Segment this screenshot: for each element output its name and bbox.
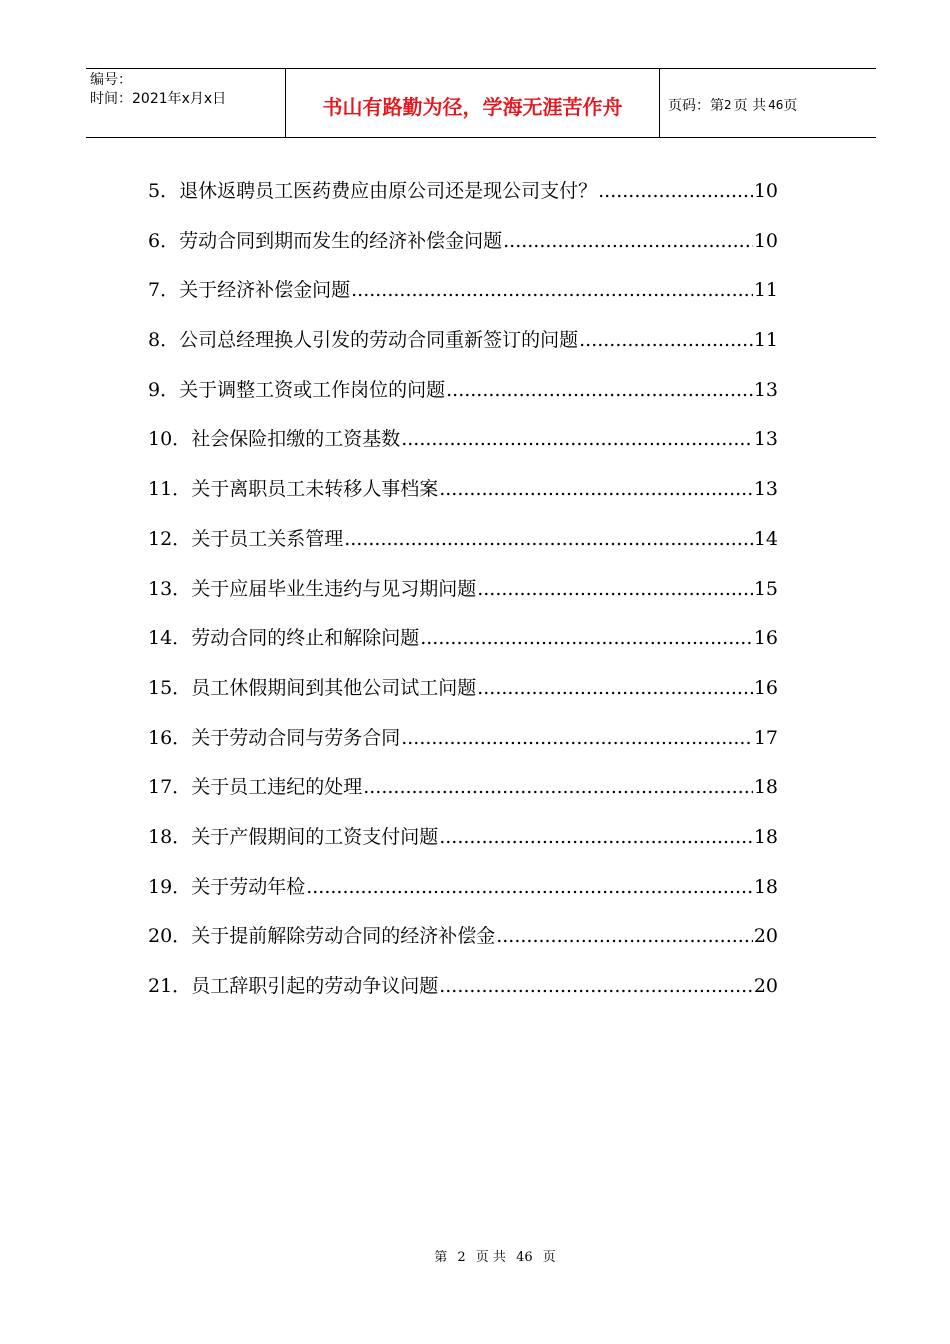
- toc-leader-dots: [401, 428, 753, 450]
- toc-entry-page: 17: [753, 726, 778, 749]
- toc-leader-dots: [446, 379, 753, 401]
- toc-entry-page: 13: [753, 378, 778, 401]
- toc-entry-number: 9．: [148, 378, 180, 401]
- toc-entry[interactable]: [148, 872, 778, 922]
- toc-entry[interactable]: [148, 673, 778, 723]
- toc-entry-number: 11．: [148, 478, 192, 501]
- toc-entry-title: 关于员工违纪的处理: [191, 776, 363, 799]
- header-page-suffix: 页: [783, 98, 798, 114]
- toc-leader-dots: [477, 578, 753, 600]
- header-page-prefix: 页码：第: [668, 98, 724, 114]
- toc-entry-title: 劳动合同到期而发生的经济补偿金问题: [179, 229, 503, 252]
- toc-entry[interactable]: [148, 772, 778, 822]
- header-page-info: [660, 69, 876, 137]
- table-of-contents: [148, 176, 778, 1021]
- toc-leader-dots: [439, 826, 753, 848]
- page-header: [86, 68, 876, 138]
- toc-entry-page: 16: [753, 627, 778, 650]
- header-number-label: 编号：: [90, 72, 132, 88]
- toc-entry-title: 关于经济补偿金问题: [179, 279, 351, 302]
- footer-mid: 页 共: [475, 1250, 506, 1265]
- toc-entry[interactable]: [148, 275, 778, 325]
- toc-entry-page: 11: [753, 279, 778, 302]
- footer-current-page: 2: [457, 1250, 466, 1265]
- toc-leader-dots: [420, 627, 753, 649]
- toc-entry-title: 关于员工关系管理: [191, 527, 344, 550]
- toc-entry-page: 15: [753, 577, 778, 600]
- toc-entry-number: 8．: [148, 329, 180, 352]
- toc-entry-page: 20: [753, 975, 778, 997]
- toc-entry[interactable]: [148, 226, 778, 276]
- toc-entry[interactable]: [148, 424, 778, 474]
- toc-entry-number: 17．: [148, 776, 192, 799]
- toc-entry-page: 18: [753, 776, 778, 799]
- toc-entry-number: 6．: [148, 229, 180, 252]
- toc-leader-dots: [503, 230, 753, 252]
- toc-leader-dots: [598, 180, 753, 202]
- header-page-total: 46: [768, 98, 784, 112]
- footer-total-pages: 46: [516, 1250, 533, 1265]
- toc-entry-title: 关于调整工资或工作岗位的问题: [179, 378, 446, 401]
- toc-entry-title: 社会保险扣缴的工资基数: [191, 428, 401, 451]
- toc-entry[interactable]: [148, 971, 778, 1021]
- toc-leader-dots: [496, 925, 753, 947]
- toc-entry-number: 10．: [148, 428, 192, 451]
- toc-entry-title: 员工休假期间到其他公司试工问题: [191, 676, 477, 699]
- toc-entry-page: 16: [753, 676, 778, 699]
- toc-entry-title: 员工辞职引起的劳动争议问题: [191, 975, 439, 997]
- header-time-label: 时间：2021年x月x日: [90, 91, 227, 107]
- toc-entry-number: 7．: [148, 279, 180, 302]
- toc-leader-dots: [439, 975, 753, 997]
- toc-entry-page: 13: [753, 478, 778, 501]
- toc-leader-dots: [306, 876, 753, 898]
- toc-entry-number: 21．: [148, 975, 192, 997]
- toc-entry-title: 关于劳动合同与劳务合同: [191, 726, 401, 749]
- toc-entry[interactable]: [148, 524, 778, 574]
- toc-leader-dots: [579, 329, 753, 351]
- toc-leader-dots: [351, 279, 753, 301]
- footer-prefix: 第: [434, 1250, 448, 1265]
- toc-leader-dots: [439, 478, 753, 500]
- toc-entry-number: 12．: [148, 527, 192, 550]
- toc-entry[interactable]: [148, 623, 778, 673]
- toc-entry-page: 20: [753, 925, 778, 948]
- header-page-current: 2: [724, 98, 732, 112]
- toc-entry-page: 10: [753, 180, 778, 202]
- toc-entry-number: 5．: [148, 180, 180, 202]
- toc-entry-title: 关于劳动年检: [191, 875, 306, 898]
- toc-leader-dots: [477, 677, 753, 699]
- footer-suffix: 页: [542, 1250, 556, 1265]
- toc-entry[interactable]: [148, 921, 778, 971]
- toc-entry-title: 公司总经理换人引发的劳动合同重新签订的问题: [179, 329, 579, 352]
- toc-entry-number: 20．: [148, 925, 192, 948]
- toc-entry[interactable]: [148, 474, 778, 524]
- toc-entry-number: 16．: [148, 726, 192, 749]
- toc-entry-title: 关于产假期间的工资支付问题: [191, 825, 439, 848]
- toc-entry-number: 19．: [148, 875, 192, 898]
- toc-entry-page: 13: [753, 428, 778, 451]
- toc-entry-page: 11: [753, 329, 778, 352]
- toc-entry-page: 18: [753, 825, 778, 848]
- toc-entry[interactable]: [148, 723, 778, 773]
- toc-entry-page: 18: [753, 875, 778, 898]
- toc-entry-title: 劳动合同的终止和解除问题: [191, 627, 420, 650]
- toc-entry[interactable]: [148, 574, 778, 624]
- toc-entry-number: 13．: [148, 577, 192, 600]
- header-motto: 书山有路勤为径，学海无涯苦作舟: [286, 69, 660, 137]
- toc-entry-page: 14: [753, 527, 778, 550]
- toc-entry-title: 关于提前解除劳动合同的经济补偿金: [191, 925, 496, 948]
- toc-entry[interactable]: [148, 822, 778, 872]
- toc-entry-number: 18．: [148, 825, 192, 848]
- page-footer: [0, 1246, 950, 1265]
- toc-leader-dots: [344, 528, 753, 550]
- toc-entry[interactable]: [148, 375, 778, 425]
- header-meta: [86, 69, 286, 137]
- header-page-mid: 页 共: [733, 98, 767, 114]
- toc-entry-number: 15．: [148, 676, 192, 699]
- toc-entry-title: 退休返聘员工医药费应由原公司还是现公司支付？: [179, 180, 598, 202]
- toc-entry-page: 10: [753, 229, 778, 252]
- toc-entry[interactable]: [148, 176, 778, 226]
- toc-entry[interactable]: [148, 325, 778, 375]
- toc-leader-dots: [363, 776, 753, 798]
- toc-entry-title: 关于应届毕业生违约与见习期问题: [191, 577, 477, 600]
- toc-leader-dots: [401, 727, 753, 749]
- toc-entry-number: 14．: [148, 627, 192, 650]
- toc-entry-title: 关于离职员工未转移人事档案: [191, 478, 439, 501]
